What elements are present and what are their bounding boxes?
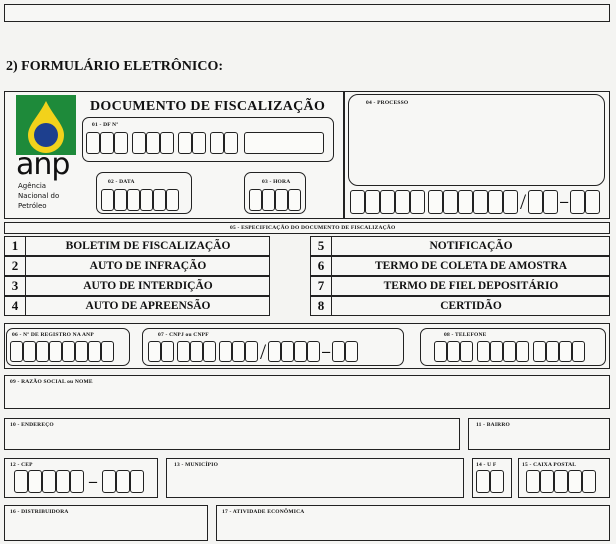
cnpj-digit[interactable] <box>294 341 307 362</box>
process-digit[interactable] <box>410 190 425 214</box>
date-digit[interactable] <box>127 189 140 211</box>
doc-type-number: 6 <box>311 257 332 275</box>
time-digit[interactable] <box>288 189 301 211</box>
document-title: DOCUMENTO DE FISCALIZAÇÃO <box>90 99 326 114</box>
df-number-label: 01 - DF Nº <box>92 122 119 128</box>
date-label: 02 - DATA <box>108 179 135 185</box>
top-empty-field[interactable] <box>4 4 610 22</box>
phone-digit[interactable] <box>490 341 503 362</box>
time-label: 03 - HORA <box>262 179 291 185</box>
process-digit[interactable] <box>458 190 473 214</box>
address-label: 10 - ENDEREÇO <box>10 422 54 428</box>
date-digit[interactable] <box>166 189 179 211</box>
uf-label: 14 - U F <box>476 462 497 468</box>
date-digit[interactable] <box>114 189 127 211</box>
doc-spec-label: 05 - ESPECIFICAÇÃO DO DOCUMENTO DE FISCALIZAÇÃO <box>230 225 396 231</box>
po-box-label: 15 - CAIXA POSTAL <box>522 462 577 468</box>
cep-digit[interactable] <box>102 470 116 493</box>
cnpj-digit[interactable] <box>268 341 281 362</box>
doc-type-number: 8 <box>311 297 332 315</box>
cnpj-digit[interactable] <box>190 341 203 362</box>
po-box-digit[interactable] <box>568 470 582 493</box>
df-digit[interactable] <box>192 132 206 154</box>
doc-type-label: NOTIFICAÇÃO <box>429 240 513 252</box>
process-label: 04 - PROCESSO <box>366 100 409 106</box>
cep-digit[interactable] <box>28 470 42 493</box>
cnpj-digit[interactable] <box>232 341 245 362</box>
process-digit[interactable] <box>473 190 488 214</box>
po-box-digit[interactable] <box>554 470 568 493</box>
company-name-field[interactable] <box>4 375 610 409</box>
doc-type-row[interactable] <box>310 276 610 296</box>
phone-digit[interactable] <box>460 341 473 362</box>
df-digit[interactable] <box>178 132 192 154</box>
logo-name: anp <box>16 147 70 182</box>
doc-type-number: 2 <box>5 257 26 275</box>
df-digit[interactable] <box>132 132 146 154</box>
time-digit[interactable] <box>275 189 288 211</box>
phone-digit[interactable] <box>546 341 559 362</box>
process-cells <box>350 190 600 214</box>
po-box-cells <box>526 470 596 493</box>
distributor-label: 16 - DISTRIBUIDORA <box>10 509 69 515</box>
phone-digit[interactable] <box>559 341 572 362</box>
cnpj-digit[interactable] <box>161 341 174 362</box>
po-box-digit[interactable] <box>526 470 540 493</box>
process-digit[interactable] <box>585 190 600 214</box>
doc-type-label: CERTIDÃO <box>440 300 502 312</box>
doc-type-row[interactable] <box>310 296 610 316</box>
uf-letter[interactable] <box>476 470 490 493</box>
po-box-digit[interactable] <box>540 470 554 493</box>
df-digit[interactable] <box>114 132 128 154</box>
doc-type-row[interactable] <box>310 256 610 276</box>
df-digit[interactable] <box>86 132 100 154</box>
anp-registry-digit[interactable] <box>75 341 88 362</box>
uf-cells <box>476 470 504 493</box>
phone-digit[interactable] <box>533 341 546 362</box>
process-digit[interactable] <box>543 190 558 214</box>
doc-type-label: TERMO DE FIEL DEPOSITÁRIO <box>383 280 559 292</box>
section-title: 2) FORMULÁRIO ELETRÔNICO: <box>6 59 224 74</box>
economic-activity-label: 17 - ATIVIDADE ECONÔMICA <box>222 509 305 515</box>
cnpj-digit[interactable] <box>281 341 294 362</box>
process-digit[interactable] <box>428 190 443 214</box>
anp-registry-digit[interactable] <box>49 341 62 362</box>
phone-digit[interactable] <box>447 341 460 362</box>
anp-logo <box>16 95 76 215</box>
doc-type-row[interactable] <box>310 236 610 256</box>
doc-type-label: TERMO DE COLETA DE AMOSTRA <box>374 260 568 272</box>
df-number-cells <box>86 132 324 154</box>
cep-digit[interactable] <box>42 470 56 493</box>
date-digit[interactable] <box>101 189 114 211</box>
doc-type-row[interactable] <box>4 296 270 316</box>
anp-registry-digit[interactable] <box>101 341 114 362</box>
process-digit[interactable] <box>365 190 380 214</box>
doc-type-row[interactable] <box>4 236 270 256</box>
process-digit[interactable] <box>570 190 585 214</box>
anp-registry-label: 06 - Nº DE REGISTRO NA ANP <box>12 332 94 338</box>
process-digit[interactable] <box>488 190 503 214</box>
anp-registry-digit[interactable] <box>88 341 101 362</box>
anp-logo-icon <box>16 95 76 155</box>
logo-line3: Petróleo <box>18 202 47 210</box>
cnpj-label: 07 - CNPJ ou CNPF <box>158 332 209 338</box>
cep-digit[interactable] <box>116 470 130 493</box>
process-digit[interactable] <box>503 190 518 214</box>
phone-digit[interactable] <box>503 341 516 362</box>
cnpj-digit[interactable] <box>245 341 258 362</box>
logo-line1: Agência <box>18 182 47 190</box>
time-cells <box>249 189 301 211</box>
doc-type-label: AUTO DE INFRAÇÃO <box>89 260 207 272</box>
anp-registry-digit[interactable] <box>36 341 49 362</box>
time-digit[interactable] <box>249 189 262 211</box>
doc-type-number: 7 <box>311 277 332 295</box>
cep-digit[interactable] <box>14 470 28 493</box>
process-slash: / <box>520 189 527 214</box>
phone-label: 08 - TELEFONE <box>444 332 487 338</box>
cep-digit[interactable] <box>130 470 144 493</box>
doc-type-label: AUTO DE APREENSÃO <box>85 300 211 312</box>
df-digit[interactable] <box>224 132 238 154</box>
phone-digit[interactable] <box>516 341 529 362</box>
process-text-area[interactable] <box>348 94 605 186</box>
process-digit[interactable] <box>350 190 365 214</box>
logo-line2: Nacional do <box>18 192 60 200</box>
cnpj-digit[interactable] <box>219 341 232 362</box>
anp-registry-digit[interactable] <box>62 341 75 362</box>
uf-letter[interactable] <box>490 470 504 493</box>
anp-registry-cells <box>10 341 114 362</box>
doc-type-number: 1 <box>5 237 26 255</box>
city-label: 13 - MUNICÍPIO <box>174 462 219 468</box>
cnpj-digit[interactable] <box>177 341 190 362</box>
process-digit[interactable] <box>380 190 395 214</box>
cnpj-digit[interactable] <box>203 341 216 362</box>
df-digit[interactable] <box>210 132 224 154</box>
phone-digit[interactable] <box>434 341 447 362</box>
date-digit[interactable] <box>153 189 166 211</box>
doc-type-row[interactable] <box>4 256 270 276</box>
process-digit[interactable] <box>443 190 458 214</box>
cnpj-digit[interactable] <box>345 341 358 362</box>
process-digit[interactable] <box>528 190 543 214</box>
df-digit[interactable] <box>146 132 160 154</box>
doc-type-row[interactable] <box>4 276 270 296</box>
cnpj-cells <box>148 338 358 364</box>
doc-type-label: BOLETIM DE FISCALIZAÇÃO <box>65 240 231 252</box>
cnpj-digit[interactable] <box>148 341 161 362</box>
doc-type-number: 3 <box>5 277 26 295</box>
phone-digit[interactable] <box>477 341 490 362</box>
cnpj-digit[interactable] <box>332 341 345 362</box>
district-label: 11 - BAIRRO <box>476 422 510 428</box>
doc-type-number: 5 <box>311 237 332 255</box>
anp-registry-digit[interactable] <box>23 341 36 362</box>
cep-cells <box>14 470 144 493</box>
cep-dash: – <box>89 472 97 490</box>
df-suffix[interactable] <box>244 132 324 154</box>
address-field[interactable] <box>4 418 460 450</box>
company-name-label: 09 - RAZÃO SOCIAL ou NOME <box>10 379 93 385</box>
time-digit[interactable] <box>262 189 275 211</box>
df-digit[interactable] <box>160 132 174 154</box>
doc-type-label: AUTO DE INTERDIÇÃO <box>83 280 213 292</box>
cnpj-slash: / <box>260 338 267 364</box>
doc-type-number: 4 <box>5 297 26 315</box>
process-dash: – <box>560 193 569 210</box>
po-box-digit[interactable] <box>582 470 596 493</box>
cep-label: 12 - CEP <box>10 462 33 468</box>
cnpj-dash: – <box>322 342 331 360</box>
date-digit[interactable] <box>140 189 153 211</box>
phone-digit[interactable] <box>572 341 585 362</box>
anp-registry-digit[interactable] <box>10 341 23 362</box>
cep-digit[interactable] <box>56 470 70 493</box>
cnpj-digit[interactable] <box>307 341 320 362</box>
date-cells <box>101 189 179 211</box>
process-digit[interactable] <box>395 190 410 214</box>
df-digit[interactable] <box>100 132 114 154</box>
cep-digit[interactable] <box>70 470 84 493</box>
phone-cells <box>434 341 585 362</box>
